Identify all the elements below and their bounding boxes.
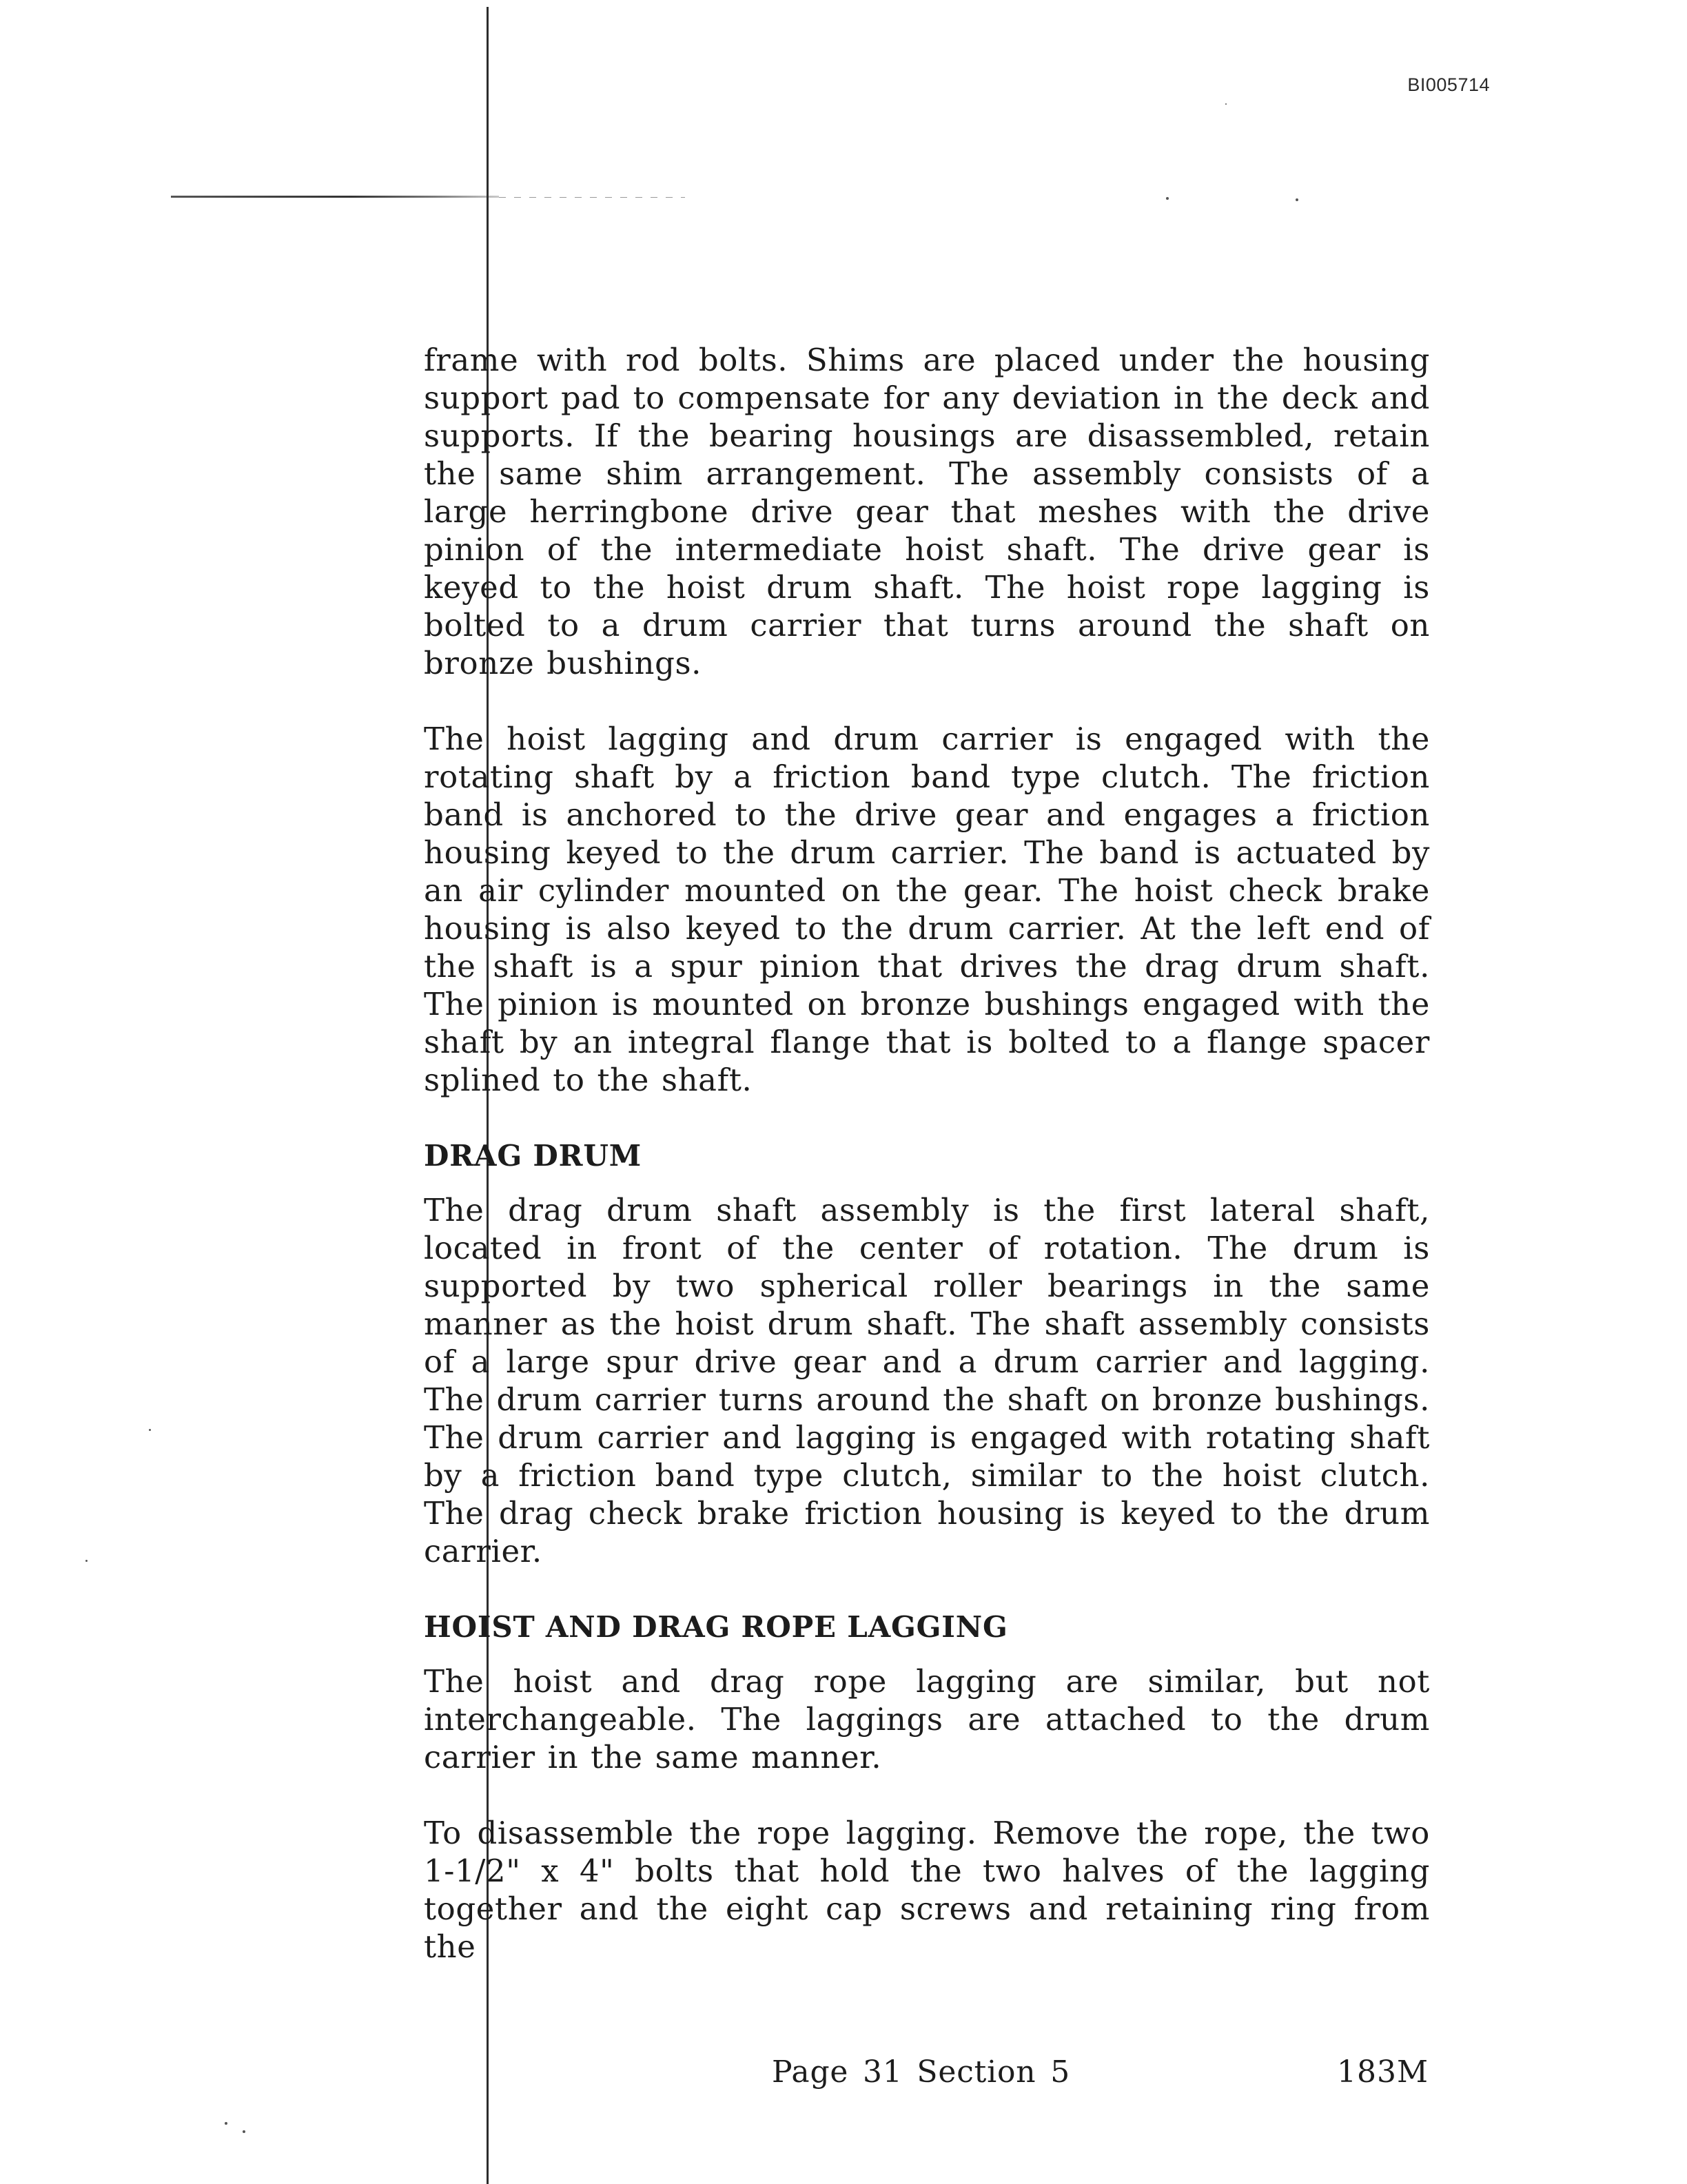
paragraph: The hoist lagging and drum carrier is engaged with the rotating shaft by a friction band type clutch. The friction band is anchored to the drive gear and engages a friction housing keyed to the drum carrier. The band is actuated by an air cylinder mounted on the gear. The hoist check brake housing is also keyed to the drum carrier. At the left end of the shaft is a spur pinion that drives the drag drum shaft. The pinion is mounted on bronze bushings engaged with the shaft by an integral flange that is bolted to a flange spacer splined to the shaft.: [424, 721, 1430, 1098]
scan-speck: [85, 1560, 88, 1562]
scan-artifact-rule: [171, 196, 499, 198]
document-id: BI005714: [1407, 74, 1490, 95]
paragraph: The hoist and drag rope lagging are similar, but not interchangeable. The laggings are attached to the drum carrier in the same manner.: [424, 1663, 1430, 1775]
section-heading: HOIST AND DRAG ROPE LAGGING: [424, 1610, 1008, 1644]
scan-speck: [149, 1429, 151, 1431]
scan-speck: [1296, 198, 1298, 201]
paragraph: frame with rod bolts. Shims are placed under the housing support pad to compensate for any deviation in the deck and supports. If the bearing housings are disassembled, retain the same shim arrangement. The assembly consists of a large herringbone drive gear that meshes with the drive pinion of the intermediate hoist shaft. The drive gear is keyed to the hoist drum shaft. The hoist rope lagging is bolted to a drum carrier that turns around the shaft on bronze bushings.: [424, 342, 1430, 681]
scan-speck: [243, 2130, 245, 2133]
section-heading: DRAG DRUM: [424, 1139, 642, 1173]
page-footer: [0, 2052, 1687, 2093]
paragraph: The drag drum shaft assembly is the first lateral shaft, located in front of the center of rotation. The drum is supported by two spherical roller bearings in the same manner as the hoist drum shaft. The shaft assembly consists of a large spur drive gear and a drum carrier and lagging. The drum carrier turns around the shaft on bronze bushings. The drum carrier and lagging is engaged with rotating shaft by a friction band type clutch, similar to the hoist clutch. The drag check brake friction housing is keyed to the drum carrier.: [424, 1192, 1430, 1569]
scan-artifact-rule-faint: [499, 197, 685, 198]
model-number: 183M: [1337, 2054, 1429, 2090]
scan-speck: [1166, 197, 1169, 200]
scan-speck: [1225, 103, 1227, 105]
scan-speck: [225, 2122, 227, 2125]
body-text: [424, 341, 1430, 2003]
page-number: Page 31 Section 5: [772, 2054, 1071, 2090]
paragraph: To disassemble the rope lagging. Remove the rope, the two 1-1/2" x 4" bolts that hold the two halves of the lagging together and the eight cap screws and retaining ring from the: [424, 1815, 1430, 1965]
